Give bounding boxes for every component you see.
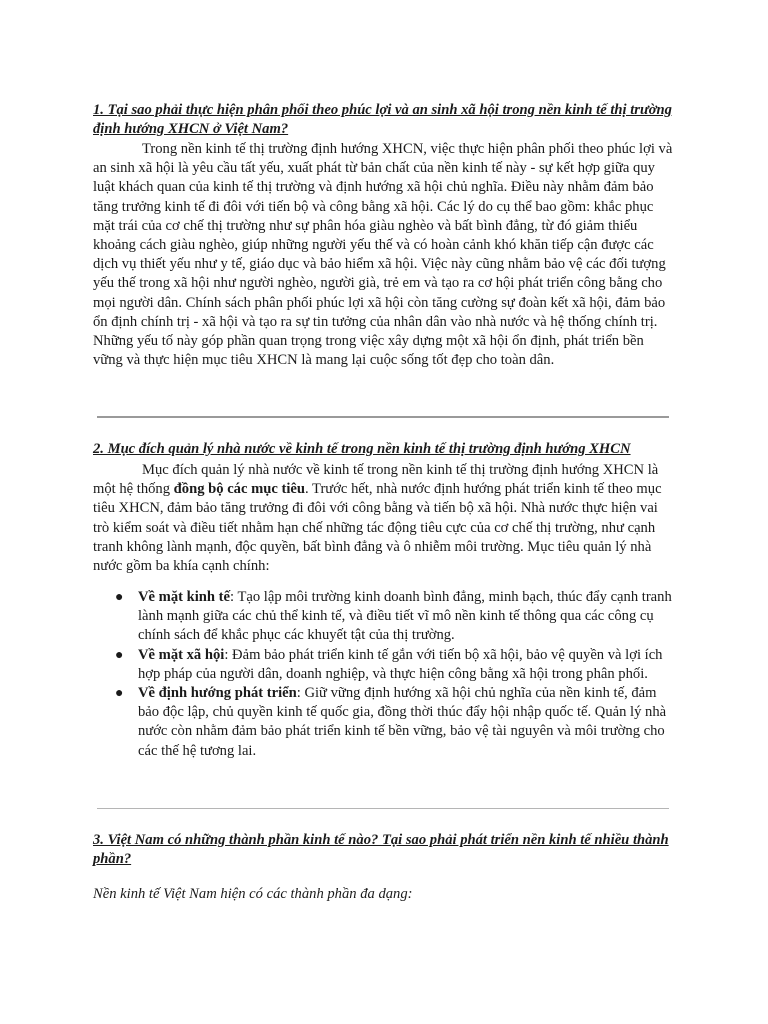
section-3-heading: 3. Việt Nam có những thành phần kinh tế nào? Tại sao phải phát triển nền kinh tế nhiều thành phần? — [93, 832, 669, 868]
bullet-icon: ● — [115, 686, 124, 702]
bullet-icon: ● — [115, 590, 124, 605]
bullet-icon: ● — [115, 647, 124, 663]
section-2-bullet-list — [93, 588, 673, 761]
section-2-intro-bold: đồng bộ các mục tiêu — [173, 481, 306, 498]
section-divider — [97, 416, 669, 418]
section-2-intro — [93, 461, 673, 576]
section-divider — [97, 808, 669, 809]
section-3-intro: Nền kinh tế Việt Nam hiện có các thành phần đa dạng: — [93, 886, 413, 902]
bullet-label: Về định hướng phát triển — [138, 685, 297, 702]
list-item — [93, 588, 673, 646]
list-item — [93, 646, 673, 684]
bullet-label: Về mặt xã hội — [138, 646, 225, 663]
section-2-intro-text-rest: . Trước hết, nhà nước định hướng phát triển kinh tế theo mục tiêu XHCN, đảm bảo tăng trưởng đi đôi với công bằng và tiến bộ xã hội. Nhà nước thực hiện vai trò kiểm soát và điều tiết nhằm hạn chế những tác động tiêu cực của cơ chế thị trường, như cạnh tranh không lành mạnh, độc quyền, bất bình đẳng và ô nhiễm môi trường. Mục tiêu quản lý nhà nước gồm ba khía cạnh chính: — [93, 481, 662, 575]
section-1-heading: 1. Tại sao phải thực hiện phân phối theo phúc lợi và an sinh xã hội trong nền kinh tế thị trường định hướng XHCN ở Việt Nam? — [93, 102, 672, 138]
bullet-label: Về mặt kinh tế — [138, 589, 231, 605]
section-2-heading: 2. Mục đích quản lý nhà nước về kinh tế trong nền kinh tế thị trường định hướng XHCN — [93, 441, 631, 457]
bullet-text: : Giữ vững định hướng xã hội chủ nghĩa của nền kinh tế, đảm bảo độc lập, chủ quyền kinh tế quốc gia, đồng thời thúc đẩy hội nhập quốc tế. Quản lý nhà nước còn nhằm đảm bảo phát triển kinh tế bền vững, bảo vệ tài nguyên và môi trường cho các thế hệ tương lai. — [138, 685, 667, 759]
bullet-text: : Tạo lập môi trường kinh doanh bình đẳng, minh bạch, thúc đẩy cạnh tranh lành mạnh giữa các chủ thể kinh tế, và điều tiết vĩ mô nền kinh tế thông qua các công cụ chính sách để khắc phục các khuyết tật của thị trường. — [138, 589, 672, 644]
section-2-intro-text: Mục đích quản lý nhà nước về kinh tế trong nền kinh tế thị trường định hướng XHCN là một hệ thống — [93, 462, 659, 498]
bullet-text: : Đảm bảo phát triển kinh tế gắn với tiến bộ xã hội, bảo vệ quyền và lợi ích hợp pháp của người dân, doanh nghiệp, và thực hiện công bằng xã hội trong phân phối. — [138, 646, 663, 682]
section-1-body: Trong nền kinh tế thị trường định hướng XHCN, việc thực hiện phân phối theo phúc lợi và an sinh xã hội là yêu cầu tất yếu, xuất phát từ bản chất của nền kinh tế này - sự kết hợp giữa quy luật khách quan của kinh tế thị trường và định hướng xã hội chủ nghĩa. Điều này nhằm đảm bảo tăng trưởng kinh tế đi đôi với tiến bộ và công bằng xã hội. Các lý do cụ thể bao gồm: khắc phục mặt trái của cơ chế thị trường như sự phân hóa giàu nghèo và bất bình đẳng, từ đó giảm thiểu khoảng cách giàu nghèo, giúp những người yếu thế và có hoàn cảnh khó khăn tiếp cận được các dịch vụ thiết yếu như y tế, giáo dục và bảo hiểm xã hội. Việc này cũng nhằm bảo vệ các đối tượng yếu thế trong xã hội như người nghèo, người già, trẻ em và tạo ra cơ hội phát triển công bằng cho mọi người dân. Chính sách phân phối phúc lợi xã hội còn tăng cường sự đoàn kết xã hội, đảm bảo ổn định chính trị - xã hội và tạo ra sự tin tưởng của nhân dân vào nhà nước và hệ thống chính trị. Những yếu tố này góp phần quan trọng trong việc xây dựng một xã hội ổn định, phát triển bền vững và thực hiện mục tiêu XHCN là mang lại cuộc sống tốt đẹp cho toàn dân. — [93, 141, 673, 369]
list-item — [93, 684, 673, 761]
